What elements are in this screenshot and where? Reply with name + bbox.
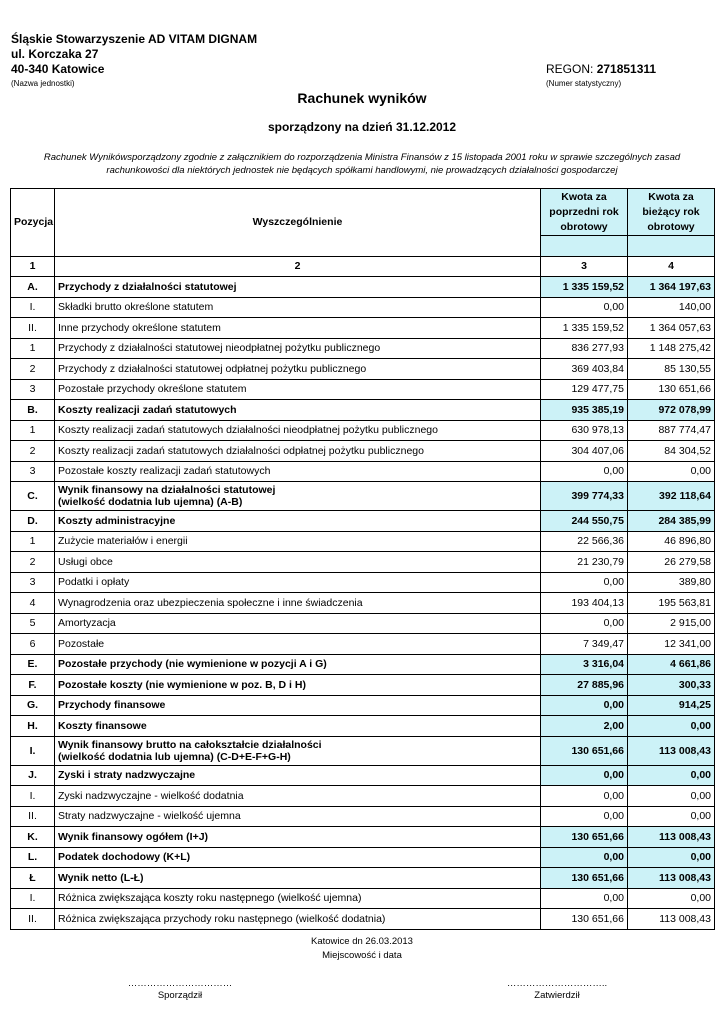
col-number: 3 — [541, 256, 628, 277]
row-description — [55, 297, 541, 318]
row-description-line: Podatki i opłaty — [58, 576, 130, 589]
row-current-year: 887 774,47 — [628, 420, 715, 441]
row-previous-year: 7 349,47 — [541, 634, 628, 655]
table-row — [11, 613, 715, 634]
row-description — [55, 318, 541, 339]
row-position: J. — [11, 765, 55, 786]
row-current-year: 284 385,99 — [628, 511, 715, 532]
table-row — [11, 634, 715, 655]
row-current-year: 113 008,43 — [628, 736, 715, 765]
row-previous-year: 0,00 — [541, 695, 628, 716]
row-previous-year: 21 230,79 — [541, 552, 628, 573]
row-position: II. — [11, 318, 55, 339]
header-spacer-cell — [628, 236, 715, 257]
row-current-year: 914,25 — [628, 695, 715, 716]
row-description-line: Wynik finansowy na działalności statutowej — [58, 484, 276, 496]
table-row — [11, 531, 715, 552]
row-current-year: 84 304,52 — [628, 441, 715, 462]
org-name: Śląskie Stowarzyszenie AD VITAM DIGNAM — [11, 32, 258, 46]
row-description-line: Koszty realizacji zadań statutowych działalności nieodpłatnej pożytku publicznego — [58, 424, 438, 437]
row-position: H. — [11, 716, 55, 737]
row-description-line: Przychody finansowe — [58, 699, 166, 712]
signature-line-left: …………………………… — [127, 978, 233, 989]
table-row — [11, 675, 715, 696]
table-row — [11, 868, 715, 889]
row-description — [55, 806, 541, 827]
row-description — [55, 786, 541, 807]
row-position: 1 — [11, 338, 55, 359]
row-current-year: 46 896,80 — [628, 531, 715, 552]
row-current-year: 130 651,66 — [628, 379, 715, 400]
table-row — [11, 420, 715, 441]
row-description-line: Wynik netto (L-Ł) — [58, 871, 144, 884]
row-previous-year: 22 566,36 — [541, 531, 628, 552]
table-row — [11, 572, 715, 593]
row-position: I. — [11, 736, 55, 765]
row-description — [55, 716, 541, 737]
table-row — [11, 765, 715, 786]
row-description-line: Koszty finansowe — [58, 719, 147, 732]
row-position: A. — [11, 277, 55, 298]
row-description — [55, 482, 541, 511]
legal-note: Rachunek Wynikówsporządzony zgodnie z załącznikiem do rozporządzenia Ministra Finansów z 15 listopada 2001 roku w sprawie szczególnych zasad rachunkowości dla niektórych jednostek nie będących spółkami handlowymi, nie prowadzących działalności gospodarczej — [43, 152, 681, 176]
header-spacer-cell — [541, 236, 628, 257]
row-previous-year: 0,00 — [541, 847, 628, 868]
row-description-line: Przychody z działalności statutowej — [58, 280, 237, 293]
row-description — [55, 420, 541, 441]
income-statement-table — [10, 188, 715, 930]
row-description — [55, 827, 541, 848]
row-position: 1 — [11, 531, 55, 552]
row-position: 2 — [11, 441, 55, 462]
table-header-row — [11, 189, 715, 236]
row-position: 6 — [11, 634, 55, 655]
row-description — [55, 888, 541, 909]
row-previous-year: 130 651,66 — [541, 827, 628, 848]
row-description — [55, 277, 541, 298]
signature-line-right: ………………………….. — [506, 978, 608, 989]
row-position: F. — [11, 675, 55, 696]
row-description — [55, 909, 541, 930]
table-row — [11, 827, 715, 848]
row-description-line: Straty nadzwyczajne - wielkość ujemna — [58, 810, 241, 823]
row-current-year: 85 130,55 — [628, 359, 715, 380]
regon-caption: (Numer statystyczny) — [546, 79, 622, 88]
row-description — [55, 634, 541, 655]
row-current-year: 0,00 — [628, 786, 715, 807]
table-row — [11, 511, 715, 532]
row-position: II. — [11, 909, 55, 930]
row-position: 3 — [11, 572, 55, 593]
row-previous-year: 399 774,33 — [541, 482, 628, 511]
row-description-line: Przychody z działalności statutowej odpłatnej pożytku publicznego — [58, 362, 367, 375]
row-previous-year: 1 335 159,52 — [541, 277, 628, 298]
row-description-line: Zużycie materiałów i energii — [58, 535, 188, 548]
row-previous-year: 935 385,19 — [541, 400, 628, 421]
place-date-caption: Miejscowość i data — [322, 950, 402, 961]
row-description — [55, 531, 541, 552]
table-row — [11, 909, 715, 930]
row-description-line: Zyski i straty nadzwyczajne — [58, 769, 196, 782]
row-current-year: 140,00 — [628, 297, 715, 318]
row-description-line: Podatek dochodowy (K+L) — [58, 851, 191, 864]
row-description — [55, 359, 541, 380]
row-current-year: 1 364 057,63 — [628, 318, 715, 339]
row-position: D. — [11, 511, 55, 532]
row-position: 5 — [11, 613, 55, 634]
table-row — [11, 338, 715, 359]
row-position: K. — [11, 827, 55, 848]
row-description-line: Różnica zwiększająca przychody roku następnego (wielkość dodatnia) — [58, 912, 386, 925]
row-current-year: 300,33 — [628, 675, 715, 696]
row-description — [55, 868, 541, 889]
row-current-year: 195 563,81 — [628, 593, 715, 614]
row-description — [55, 338, 541, 359]
row-description-line: Koszty realizacji zadań statutowych — [58, 403, 237, 416]
row-position: B. — [11, 400, 55, 421]
row-description-line: Różnica zwiększająca koszty roku następnego (wielkość ujemna) — [58, 892, 362, 905]
row-previous-year: 130 651,66 — [541, 736, 628, 765]
row-previous-year: 0,00 — [541, 765, 628, 786]
table-row — [11, 359, 715, 380]
row-previous-year: 630 978,13 — [541, 420, 628, 441]
table-row — [11, 400, 715, 421]
row-description-line: Przychody z działalności statutowej nieodpłatnej pożytku publicznego — [58, 342, 381, 355]
row-previous-year: 0,00 — [541, 461, 628, 482]
table-row — [11, 552, 715, 573]
row-description-line: Usługi obce — [58, 555, 113, 568]
row-current-year: 113 008,43 — [628, 868, 715, 889]
row-description — [55, 847, 541, 868]
row-position: C. — [11, 482, 55, 511]
row-description-line: Koszty administracyjne — [58, 514, 176, 527]
row-previous-year: 130 651,66 — [541, 868, 628, 889]
row-description — [55, 461, 541, 482]
row-previous-year: 1 335 159,52 — [541, 318, 628, 339]
row-previous-year: 304 407,06 — [541, 441, 628, 462]
row-description-line: (wielkość dodatnia lub ujemna) (C-D+E-F+G-H) — [58, 750, 291, 763]
row-description-line: Amortyzacja — [58, 617, 116, 630]
table-row — [11, 461, 715, 482]
row-current-year: 972 078,99 — [628, 400, 715, 421]
row-previous-year: 0,00 — [541, 888, 628, 909]
row-description-line: Zyski nadzwyczajne - wielkość dodatnia — [58, 789, 244, 802]
row-previous-year: 369 403,84 — [541, 359, 628, 380]
table-row — [11, 277, 715, 298]
row-current-year: 0,00 — [628, 765, 715, 786]
row-description — [55, 675, 541, 696]
org-city: 40-340 Katowice — [11, 62, 105, 76]
regon-value: 271851311 — [596, 62, 657, 76]
row-previous-year: 0,00 — [541, 297, 628, 318]
col-number: 1 — [11, 256, 55, 277]
table-row — [11, 695, 715, 716]
prepared-by-label: Sporządził — [157, 990, 203, 1001]
row-description-line: Pozostałe koszty realizacji zadań statutowych — [58, 465, 271, 478]
table-row — [11, 786, 715, 807]
row-description — [55, 441, 541, 462]
row-description-line: (wielkość dodatnia lub ujemna) (A-B) — [58, 496, 243, 508]
row-description — [55, 736, 541, 765]
row-current-year: 113 008,43 — [628, 909, 715, 930]
row-description-line: Pozostałe przychody (nie wymienione w pozycji A i G) — [58, 658, 327, 671]
row-current-year: 0,00 — [628, 716, 715, 737]
row-position: L. — [11, 847, 55, 868]
row-description — [55, 511, 541, 532]
row-current-year: 0,00 — [628, 806, 715, 827]
header-previous-year: Kwota za poprzedni rok obrotowy — [541, 189, 628, 236]
table-row — [11, 716, 715, 737]
header-position: Pozycja — [11, 189, 55, 257]
row-current-year: 26 279,58 — [628, 552, 715, 573]
row-previous-year: 0,00 — [541, 572, 628, 593]
row-previous-year: 244 550,75 — [541, 511, 628, 532]
row-position: I. — [11, 888, 55, 909]
row-description-line: Pozostałe — [58, 637, 105, 650]
row-description — [55, 593, 541, 614]
table-row — [11, 297, 715, 318]
regon-label: REGON: — [546, 62, 594, 76]
row-position: E. — [11, 654, 55, 675]
row-position: 4 — [11, 593, 55, 614]
table-row — [11, 806, 715, 827]
unit-caption: (Nazwa jednostki) — [11, 79, 75, 88]
table-row — [11, 379, 715, 400]
row-current-year: 392 118,64 — [628, 482, 715, 511]
row-description — [55, 654, 541, 675]
place-date: Katowice dn 26.03.2013 — [311, 936, 413, 947]
row-position: 1 — [11, 420, 55, 441]
row-position: 3 — [11, 461, 55, 482]
col-number: 2 — [55, 256, 541, 277]
table-row — [11, 654, 715, 675]
row-position: 3 — [11, 379, 55, 400]
row-description — [55, 552, 541, 573]
row-description — [55, 695, 541, 716]
row-description — [55, 613, 541, 634]
row-previous-year: 0,00 — [541, 613, 628, 634]
row-current-year: 12 341,00 — [628, 634, 715, 655]
row-description-line: Wynik finansowy ogółem (I+J) — [58, 830, 209, 843]
row-description-line: Pozostałe koszty (nie wymienione w poz. B, D i H) — [58, 678, 306, 691]
row-previous-year: 836 277,93 — [541, 338, 628, 359]
row-current-year: 0,00 — [628, 461, 715, 482]
row-previous-year: 0,00 — [541, 786, 628, 807]
row-description-line: Wynik finansowy brutto na całokształcie działalności — [58, 738, 322, 751]
col-number: 4 — [628, 256, 715, 277]
row-description-line: Wynagrodzenia oraz ubezpieczenia społeczne i inne świadczenia — [58, 596, 363, 609]
row-description — [55, 572, 541, 593]
document-title: Rachunek wyników — [297, 90, 427, 106]
row-position: I. — [11, 786, 55, 807]
org-street: ul. Korczaka 27 — [11, 47, 99, 61]
row-current-year: 1 148 275,42 — [628, 338, 715, 359]
row-position: 2 — [11, 359, 55, 380]
row-description — [55, 379, 541, 400]
row-description-line: Inne przychody określone statutem — [58, 321, 221, 334]
row-position: Ł — [11, 868, 55, 889]
column-number-row — [11, 256, 715, 277]
row-current-year: 1 364 197,63 — [628, 277, 715, 298]
table-row — [11, 847, 715, 868]
header-description: Wyszczególnienie — [55, 189, 541, 257]
row-current-year: 4 661,86 — [628, 654, 715, 675]
row-position: I. — [11, 297, 55, 318]
row-previous-year: 0,00 — [541, 806, 628, 827]
row-description-line: Koszty realizacji zadań statutowych działalności odpłatnej pożytku publicznego — [58, 444, 424, 457]
row-previous-year: 130 651,66 — [541, 909, 628, 930]
table-row — [11, 482, 715, 511]
row-previous-year: 193 404,13 — [541, 593, 628, 614]
table-row — [11, 318, 715, 339]
row-position: 2 — [11, 552, 55, 573]
table-row — [11, 736, 715, 765]
row-description-line: Składki brutto określone statutem — [58, 301, 214, 314]
row-description — [55, 765, 541, 786]
row-current-year: 113 008,43 — [628, 827, 715, 848]
row-previous-year: 27 885,96 — [541, 675, 628, 696]
row-current-year: 0,00 — [628, 847, 715, 868]
row-description-line: Pozostałe przychody określone statutem — [58, 383, 247, 396]
row-position: G. — [11, 695, 55, 716]
approved-by-label: Zatwierdził — [534, 990, 580, 1001]
row-previous-year: 2,00 — [541, 716, 628, 737]
regon — [546, 62, 656, 76]
table-row — [11, 441, 715, 462]
row-current-year: 0,00 — [628, 888, 715, 909]
row-current-year: 2 915,00 — [628, 613, 715, 634]
row-description — [55, 400, 541, 421]
row-previous-year: 129 477,75 — [541, 379, 628, 400]
row-current-year: 389,80 — [628, 572, 715, 593]
document-subtitle: sporządzony na dzień 31.12.2012 — [267, 120, 457, 134]
header-current-year: Kwota za bieżący rok obrotowy — [628, 189, 715, 236]
row-position: II. — [11, 806, 55, 827]
table-row — [11, 593, 715, 614]
row-previous-year: 3 316,04 — [541, 654, 628, 675]
table-row — [11, 888, 715, 909]
